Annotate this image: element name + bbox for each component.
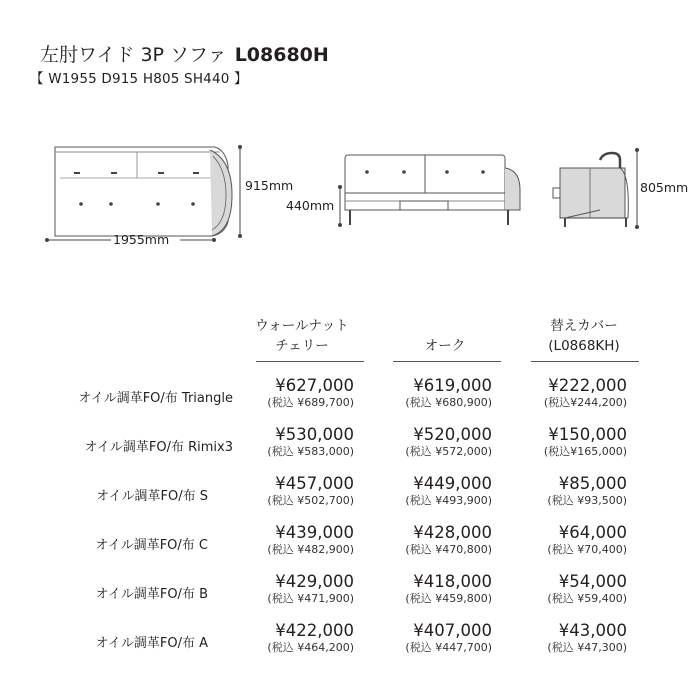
dimensions-summary: 【 W1955 D915 H805 SH440 】 — [30, 71, 248, 87]
price: ¥54,000 — [558, 572, 627, 591]
width-label: 1955mm — [113, 232, 170, 247]
price-tax: (税込 ¥493,900) — [405, 494, 492, 507]
column-header-cover — [524, 316, 644, 356]
price: ¥520,000 — [413, 425, 492, 444]
price: ¥530,000 — [275, 425, 354, 444]
sofa-drawings — [0, 0, 700, 260]
price: ¥422,000 — [275, 621, 354, 640]
column-divider — [531, 361, 639, 362]
price-tax: (税込 ¥470,800) — [405, 543, 492, 556]
price-tax: (税込 ¥447,700) — [405, 641, 492, 654]
price-cell — [547, 474, 627, 508]
price-cell — [405, 376, 492, 410]
row-label: オイル調革FO/布 S — [96, 489, 208, 504]
price-tax: (税込¥165,000) — [543, 445, 627, 458]
column-header-line1 — [385, 316, 505, 336]
price-cell — [267, 621, 354, 655]
price-tax: (税込 ¥70,400) — [547, 543, 627, 556]
price-tax: (税込 ¥583,000) — [267, 445, 354, 458]
price-tax: (税込 ¥464,200) — [267, 641, 354, 654]
row-label: オイル調革FO/布 A — [95, 636, 208, 651]
column-divider — [393, 361, 501, 362]
column-header-oak — [385, 316, 505, 356]
price: ¥457,000 — [275, 474, 354, 493]
price-tax: (税込 ¥482,900) — [267, 543, 354, 556]
price-cell — [267, 572, 354, 606]
price-cell — [267, 425, 354, 459]
model-number: L08680H — [234, 44, 329, 66]
price-cell — [547, 621, 627, 655]
price: ¥429,000 — [275, 572, 354, 591]
price: ¥43,000 — [558, 621, 627, 640]
price-cell — [405, 474, 492, 508]
row-label: オイル調革FO/布 B — [95, 587, 208, 602]
column-header-line2: オーク — [424, 338, 466, 354]
price-cell — [405, 621, 492, 655]
price-tax: (税込 ¥459,800) — [405, 592, 492, 605]
price-cell — [405, 425, 492, 459]
price-tax: (税込 ¥471,900) — [267, 592, 354, 605]
price-tax: (税込 ¥572,000) — [405, 445, 492, 458]
price: ¥418,000 — [413, 572, 492, 591]
price-cell — [267, 523, 354, 557]
price-cell — [547, 523, 627, 557]
price-tax: (税込 ¥680,900) — [405, 396, 492, 409]
price-tax: (税込 ¥93,500) — [547, 494, 627, 507]
column-divider — [256, 361, 364, 362]
column-header-line1: 替えカバー — [550, 318, 618, 334]
price-tax: (税込 ¥47,300) — [547, 641, 627, 654]
depth-label: 915mm — [245, 178, 294, 193]
seat-height-label: 440mm — [286, 198, 335, 213]
price: ¥85,000 — [558, 474, 627, 493]
price: ¥619,000 — [413, 376, 492, 395]
price-tax: (税込 ¥59,400) — [547, 592, 627, 605]
price-cell — [267, 376, 354, 410]
price: ¥150,000 — [548, 425, 627, 444]
price-cell — [544, 425, 627, 459]
sofa-top-view — [45, 145, 242, 242]
price: ¥222,000 — [548, 376, 627, 395]
price: ¥407,000 — [413, 621, 492, 640]
price-cell — [405, 523, 492, 557]
row-label: オイル調革FO/布 Rimix3 — [84, 440, 233, 455]
price-cell — [547, 572, 627, 606]
row-label: オイル調革FO/布 C — [95, 538, 208, 553]
price: ¥428,000 — [413, 523, 492, 542]
price: ¥449,000 — [413, 474, 492, 493]
price-cell — [267, 474, 354, 508]
price-cell — [405, 572, 492, 606]
column-header-line2: チェリー — [275, 338, 329, 354]
sofa-front-view — [338, 155, 520, 227]
price-cell — [544, 376, 627, 410]
column-header-line2: (L0868KH) — [548, 338, 620, 354]
row-label: オイル調革FO/布 Triangle — [78, 391, 233, 406]
price: ¥439,000 — [275, 523, 354, 542]
height-label: 805mm — [640, 180, 689, 195]
price-tax: (税込 ¥502,700) — [267, 494, 354, 507]
price: ¥627,000 — [275, 376, 354, 395]
column-header-line1: ウォールナット — [255, 318, 349, 334]
sofa-side-view — [553, 148, 639, 229]
column-header-walnut-cherry — [242, 316, 362, 356]
product-name: 左肘ワイド 3P ソファ — [40, 44, 227, 66]
price-tax: (税込 ¥689,700) — [267, 396, 354, 409]
price-tax: (税込¥244,200) — [543, 396, 627, 409]
price: ¥64,000 — [558, 523, 627, 542]
